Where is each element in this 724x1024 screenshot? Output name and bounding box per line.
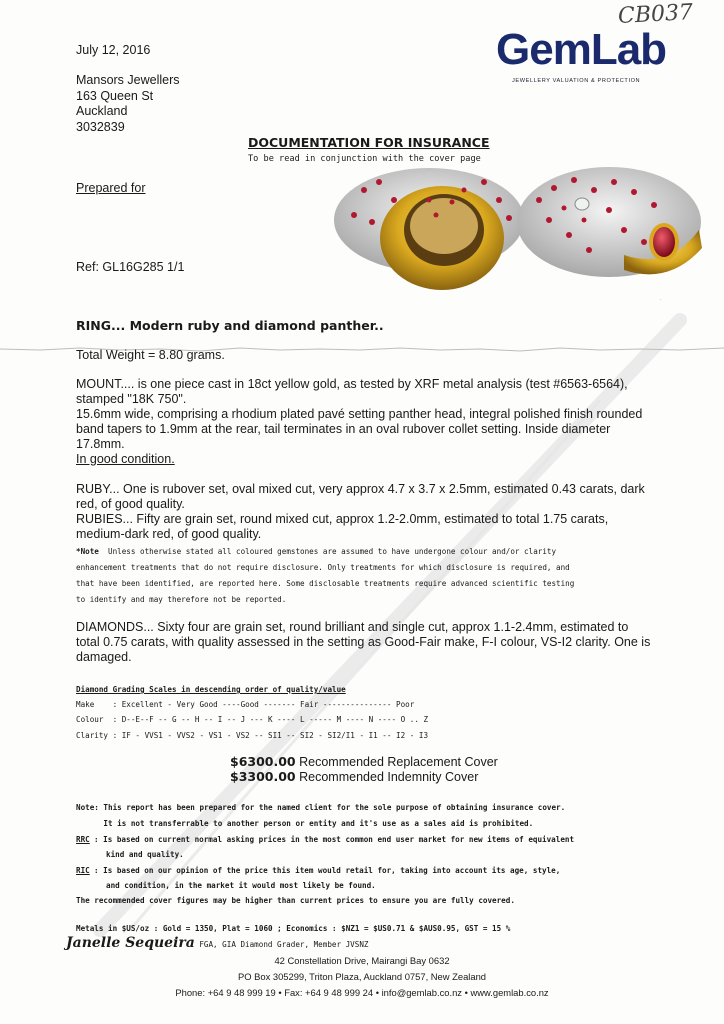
recipient-postcode: 3032839 xyxy=(76,119,125,134)
rubies-line-2: medium-dark red, of good quality. xyxy=(76,527,262,541)
recommended-note: The recommended cover figures may be higher than current prices to ensure you are fully covered. xyxy=(76,896,515,905)
ric-line-2: and condition, in the market it would most likely be found. xyxy=(106,881,376,890)
handwritten-code: CB037 xyxy=(617,0,694,29)
treatment-note-2: enhancement treatments that do not require disclosure. Only treatments for which disclosure is required, and xyxy=(76,563,570,572)
note-key: *Note xyxy=(76,547,99,556)
treatment-note-1 xyxy=(76,544,656,560)
reference-number: Ref: GL16G285 1/1 xyxy=(76,260,185,274)
rrc-line-1: : Is based on current normal asking prices in the most common end user market for new items of equivalent xyxy=(94,835,575,844)
scale-colour: Colour : D--E--F -- G -- H -- I -- J --- K ---- L ----- M ---- N ---- O .. Z xyxy=(76,715,429,724)
mount-line-5: 17.8mm. xyxy=(76,437,125,451)
photo-caption: · xyxy=(660,297,662,303)
ruby-line-1: RUBY... One is rubover set, oval mixed cut, very approx 4.7 x 3.7 x 2.5mm, estimated 0.43 carats, dark xyxy=(76,482,645,496)
address-line-1: 42 Constellation Drive, Mairangi Bay 0632 xyxy=(274,955,450,966)
diamonds-line-2: total 0.75 carats, with quality assessed in the setting as Good-Fair make, F-I colour, VS-I2 clarity. One is xyxy=(76,635,651,649)
letter-date: July 12, 2016 xyxy=(76,43,151,57)
treatment-note-3: that have been identified, are reported here. Some disclosable treatments require advanced scientific testing xyxy=(76,579,575,588)
recipient-name: Mansors Jewellers xyxy=(76,73,180,87)
document-subtitle: To be read in conjunction with the cover page xyxy=(248,154,481,164)
replacement-label: Recommended Replacement Cover xyxy=(299,755,498,769)
scale-make: Make : Excellent - Very Good ----Good ------- Fair --------------- Poor xyxy=(76,700,415,709)
footnote-note-2: It is not transferrable to another person or entity and it's use as a sales aid is prohibited. xyxy=(76,819,534,828)
replacement-cover xyxy=(230,754,498,769)
ruby-line-2: red, of good quality. xyxy=(76,497,185,511)
metals-economics: Metals in $US/oz : Gold = 1350, Plat = 1060 ; Economics : $NZ1 = $US0.71 & $AUS0.95, GST = 15 % xyxy=(76,924,511,933)
recipient-city: Auckland xyxy=(76,104,128,118)
logo-tagline: JEWELLERY VALUATION & PROTECTION xyxy=(512,78,641,84)
mount-line-3: 15.6mm wide, comprising a rhodium plated pavé setting panther head, integral polished finish rounded xyxy=(76,407,643,421)
mount-line-2: stamped "18K 750". xyxy=(76,392,187,406)
indemnity-label: Recommended Indemnity Cover xyxy=(299,770,479,784)
signatory-name: Janelle Sequeira xyxy=(66,935,195,951)
footnote-note-1: Note: This report has been prepared for the named client for the sole purpose of obtaining insurance cover. xyxy=(76,803,566,812)
document-title: DOCUMENTATION FOR INSURANCE xyxy=(248,135,490,150)
rrc-key: RRC xyxy=(76,835,90,844)
grading-scales-title: Diamond Grading Scales in descending order of quality/value xyxy=(76,685,346,694)
ring-photo xyxy=(324,160,704,295)
signature-block xyxy=(66,934,368,952)
signatory-credentials: FGA, GIA Diamond Grader, Member JVSNZ xyxy=(199,940,369,949)
indemnity-cover xyxy=(230,769,478,784)
diamonds-line-1: DIAMONDS... Sixty four are grain set, round brilliant and single cut, approx 1.1-2.4mm, estimated to xyxy=(76,620,629,634)
recipient-street: 163 Queen St xyxy=(76,88,154,103)
mount-condition: In good condition. xyxy=(76,452,175,466)
total-weight: Total Weight = 8.80 grams. xyxy=(76,348,225,362)
prepared-for-label: Prepared for xyxy=(76,181,146,195)
item-title: RING... Modern ruby and diamond panther.. xyxy=(76,318,384,333)
diamonds-line-3: damaged. xyxy=(76,650,132,664)
logo-wordmark: GemLab xyxy=(496,25,667,74)
mount-line-1: MOUNT.... is one piece cast in 18ct yellow gold, as tested by XRF metal analysis (test #6563-6564), xyxy=(76,377,628,391)
note-text-1: Unless otherwise stated all coloured gemstones are assumed to have undergone colour and/or clarity xyxy=(108,547,557,556)
treatment-note-4: to identify and may therefore not be reported. xyxy=(76,595,287,604)
ric-key: RIC xyxy=(76,866,90,875)
indemnity-amount: $3300.00 xyxy=(230,769,296,784)
scale-clarity: Clarity : IF - VVS1 - VVS2 - VS1 - VS2 -- SI1 -- SI2 - SI2/I1 - I1 -- I2 - I3 xyxy=(76,731,429,740)
ric-line-1: : Is based on our opinion of the price this item would retail for, taking into account its age, style, xyxy=(94,866,561,875)
address-line-2: PO Box 305299, Triton Plaza, Auckland 0757, New Zealand xyxy=(237,971,487,982)
mount-line-4: band tapers to 1.9mm at the rear, tail terminates in an oval rubover collet setting. Inside diameter xyxy=(76,422,611,436)
rrc-line-2: kind and quality. xyxy=(106,850,184,859)
replacement-amount: $6300.00 xyxy=(230,754,296,769)
rubies-line-1: RUBIES... Fifty are grain set, round mixed cut, approx 1.2-2.0mm, estimated to total 1.75 carats, xyxy=(76,512,609,526)
gemlab-logo xyxy=(496,25,696,84)
contact-line: Phone: +64 9 48 999 19 • Fax: +64 9 48 999 24 • info@gemlab.co.nz • www.gemlab.co.nz xyxy=(175,987,549,998)
